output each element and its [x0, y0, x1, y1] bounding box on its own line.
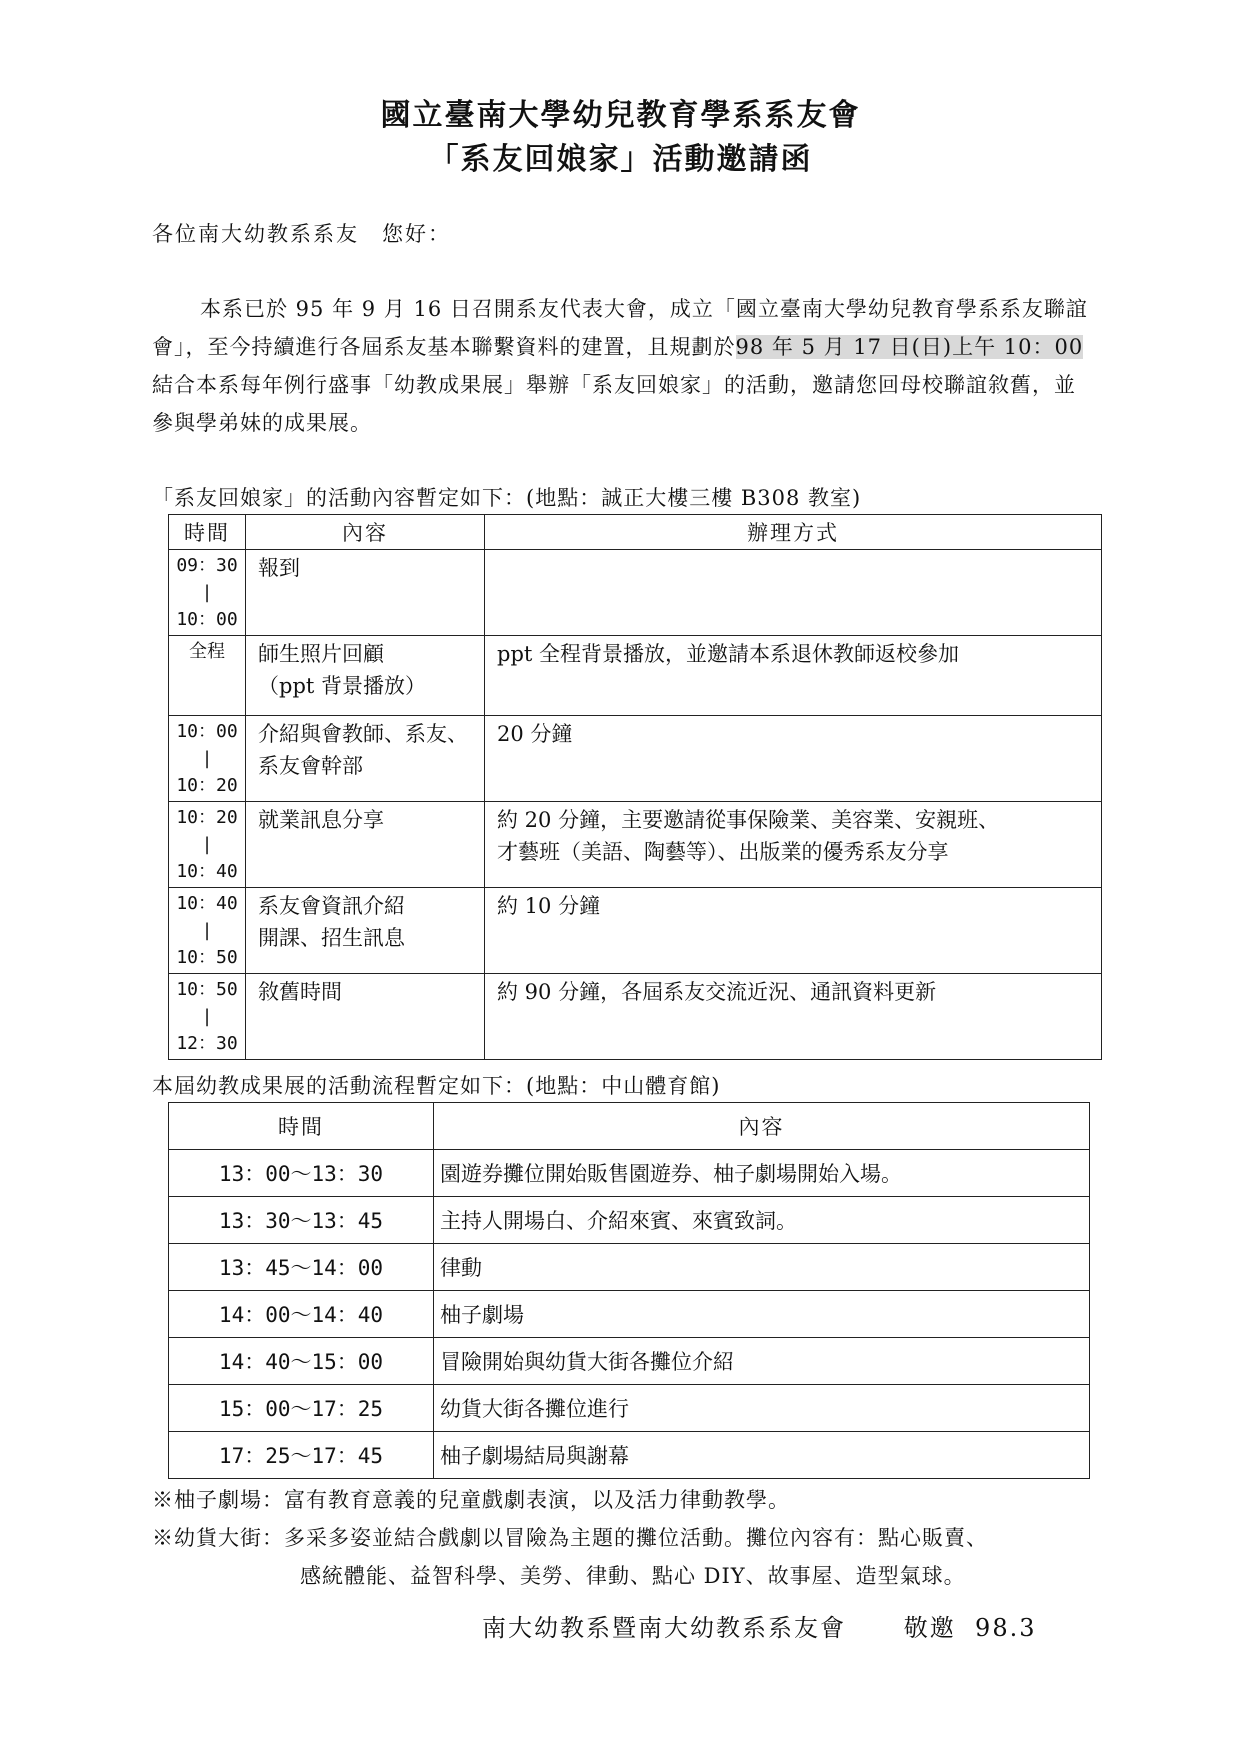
time-start: 10：20: [176, 807, 238, 828]
content-line: 敘舊時間: [258, 980, 342, 1004]
content-line: （ppt 背景播放）: [258, 674, 426, 698]
content-cell: 柚子劇場: [434, 1291, 1090, 1338]
greeting: 各位南大幼教系系友 您好：: [152, 222, 451, 246]
intro-text-2: 結合本系每年例行盛事「幼教成果展」舉辦「系友回娘家」的活動，邀請您回母校聯誼敘舊，並參與學弟妹的成果展。: [152, 373, 1076, 435]
reunion-schedule-table: [168, 514, 1102, 1060]
time-separator: |: [201, 920, 213, 941]
method-cell: [485, 636, 1102, 716]
time-cell: [169, 550, 246, 636]
content-cell: 園遊券攤位開始販售園遊券、柚子劇場開始入場。: [434, 1150, 1090, 1197]
table-row: [169, 1338, 1090, 1385]
time-separator: |: [201, 748, 213, 769]
time-cell: 13：30～13：45: [169, 1197, 434, 1244]
time-end: 10：50: [176, 947, 238, 968]
table-row: [169, 1197, 1090, 1244]
time-cell: 17：25～17：45: [169, 1432, 434, 1479]
table-row: [169, 636, 1102, 716]
document-subtitle: 「系友回娘家」活動邀請函: [428, 142, 813, 177]
time-separator: |: [201, 582, 213, 603]
method-line: 約 20 分鐘，主要邀請從事保險業、美容業、安親班、: [497, 808, 1000, 832]
method-line: ppt 全程背景播放，並邀請本系退休教師返校參加: [497, 642, 959, 666]
table-header-row: [169, 515, 1102, 550]
table-row: [169, 1150, 1090, 1197]
table-row: [169, 1385, 1090, 1432]
content-cell: [246, 802, 485, 888]
time-cell: 14：00～14：40: [169, 1291, 434, 1338]
time-cell: [169, 974, 246, 1060]
time-end: 12：30: [176, 1033, 238, 1054]
content-cell: 柚子劇場結局與謝幕: [434, 1432, 1090, 1479]
table-row: [169, 550, 1102, 636]
intro-date-highlight: 98 年 5 月 17 日(日)上午 10：00: [735, 335, 1084, 359]
content-cell: [246, 550, 485, 636]
method-line: 20 分鐘: [497, 722, 573, 746]
method-line: 約 90 分鐘，各屆系友交流近況、通訊資料更新: [497, 980, 937, 1004]
method-cell: [485, 974, 1102, 1060]
exhibition-caption: 本屆幼教成果展的活動流程暫定如下：(地點：中山體育館): [152, 1074, 721, 1098]
table-row: [169, 1291, 1090, 1338]
note-theater: ※柚子劇場：富有教育意義的兒童戲劇表演，以及活力律動教學。: [152, 1488, 790, 1512]
exhibition-schedule-table: [168, 1102, 1090, 1479]
time-end: 10：20: [176, 775, 238, 796]
header-time: 時間: [169, 515, 246, 550]
content-cell: 律動: [434, 1244, 1090, 1291]
content-line: 師生照片回顧: [258, 642, 384, 666]
content-cell: 主持人開場白、介紹來賓、來賓致詞。: [434, 1197, 1090, 1244]
content-cell: 幼貨大街各攤位進行: [434, 1385, 1090, 1432]
time-cell: 14：40～15：00: [169, 1338, 434, 1385]
time-cell: 15：00～17：25: [169, 1385, 434, 1432]
note-market-continued: 感統體能、益智科學、美勞、律動、點心 DIY、故事屋、造型氣球。: [300, 1564, 966, 1588]
time-cell: [169, 888, 246, 974]
table-header-row: [169, 1103, 1090, 1150]
signature-closing: 敬邀: [903, 1614, 956, 1642]
reunion-caption: 「系友回娘家」的活動內容暫定如下：(地點：誠正大樓三樓 B308 教室): [152, 486, 862, 510]
table-row: [169, 974, 1102, 1060]
intro-paragraph: [152, 290, 1092, 442]
content-cell: [246, 636, 485, 716]
header-method: 辦理方式: [485, 515, 1102, 550]
time-cell: [169, 716, 246, 802]
content-line: 介紹與會教師、系友、: [258, 722, 468, 746]
header-time: 時間: [169, 1103, 434, 1150]
time-end: 10：00: [176, 609, 238, 630]
method-cell: [485, 716, 1102, 802]
time-separator: |: [201, 1006, 213, 1027]
time-start: 10：40: [176, 893, 238, 914]
table-row: [169, 716, 1102, 802]
time-cell: 13：45～14：00: [169, 1244, 434, 1291]
content-line: 報到: [258, 556, 300, 580]
time-cell: [169, 802, 246, 888]
method-cell: [485, 888, 1102, 974]
table-row: [169, 802, 1102, 888]
method-line: 才藝班（美語、陶藝等）、出版業的優秀系友分享: [497, 840, 949, 864]
header-content: 內容: [246, 515, 485, 550]
content-cell: [246, 888, 485, 974]
content-cell: 冒險開始與幼貨大街各攤位介紹: [434, 1338, 1090, 1385]
content-line: 系友會幹部: [258, 754, 363, 778]
time-start: 09：30: [176, 555, 238, 576]
signature-date: 98.3: [975, 1614, 1037, 1642]
time-end: 10：40: [176, 861, 238, 882]
table-row: [169, 1432, 1090, 1479]
time-start: 10：00: [176, 721, 238, 742]
method-cell: [485, 802, 1102, 888]
content-line: 開課、招生訊息: [258, 926, 405, 950]
time-separator: |: [201, 834, 213, 855]
header-content: 內容: [434, 1103, 1090, 1150]
method-cell: [485, 550, 1102, 636]
document-title: 國立臺南大學幼兒教育學系系友會: [380, 98, 861, 133]
signature: [482, 1608, 1036, 1643]
content-cell: [246, 716, 485, 802]
content-line: 系友會資訊介紹: [258, 894, 405, 918]
time-all-day: 全程: [189, 641, 225, 662]
time-cell: 13：00～13：30: [169, 1150, 434, 1197]
signature-org: 南大幼教系暨南大幼教系系友會: [482, 1614, 846, 1642]
table-row: [169, 1244, 1090, 1291]
content-line: 就業訊息分享: [258, 808, 384, 832]
time-start: 10：50: [176, 979, 238, 1000]
time-cell: [169, 636, 246, 716]
content-cell: [246, 974, 485, 1060]
table-row: [169, 888, 1102, 974]
note-market: ※幼貨大街：多采多姿並結合戲劇以冒險為主題的攤位活動。攤位內容有：點心販賣、: [152, 1526, 988, 1550]
intro-text-1: 本系已於 95 年 9 月 16 日召開系友代表大會，成立「國立臺南大學幼兒教育學系系友聯誼會」，至今持續進行各屆系友基本聯繫資料的建置，且規劃於: [152, 297, 1088, 359]
method-line: 約 10 分鐘: [497, 894, 601, 918]
